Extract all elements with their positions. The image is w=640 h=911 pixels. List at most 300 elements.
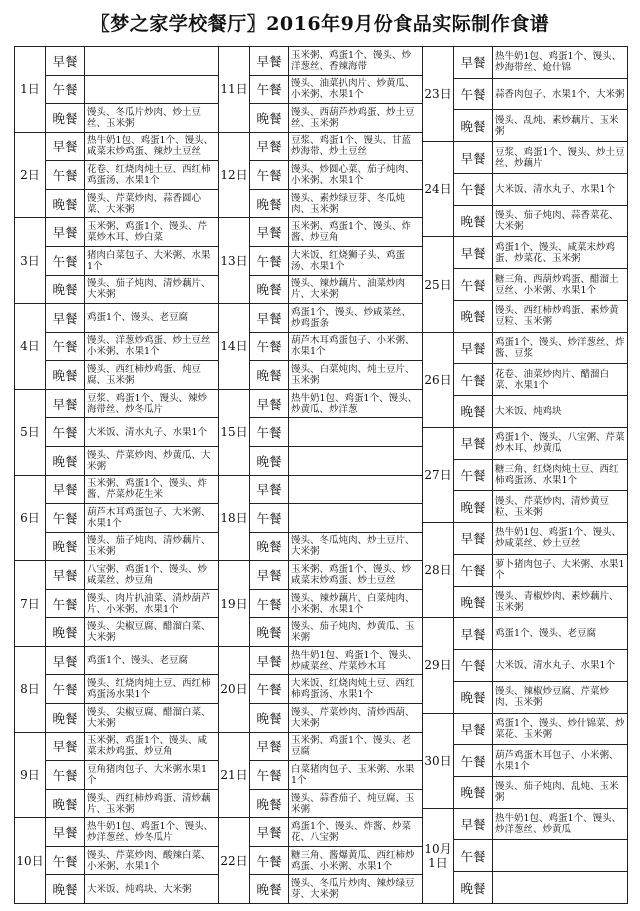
meal-dishes: 大米饭、清水丸子、水果1个 [87, 426, 208, 438]
meal-list [46, 561, 218, 646]
meal-type-label: 早餐 [250, 47, 289, 75]
meal-row [46, 76, 218, 105]
meal-dishes: 热牛奶1包、鸡蛋1个、馒头、炒咸菜丝、炒土豆丝 [495, 527, 622, 550]
page-title: 〖梦之家学校餐厅〗2016年9月份食品实际制作食谱 [90, 12, 550, 35]
meal-dishes: 热牛奶1包、鸡蛋1个、馒头、炒海带丝、炝什锦 [495, 51, 622, 74]
meal-type-label: 早餐 [46, 476, 85, 504]
meal-list [454, 714, 627, 808]
meal-row [454, 142, 627, 174]
day-label: 8日 [15, 647, 46, 732]
menu-table [14, 46, 628, 904]
meal-row [250, 618, 422, 646]
meal-type-label: 早餐 [250, 647, 289, 675]
day-label: 21日 [219, 733, 250, 818]
meal-dishes: 豆浆、鸡蛋1个、馒头、甘蓝炒海带、炒土豆丝 [291, 135, 412, 158]
meal-dishes: 馒头、冬瓜片炒肉、炒土豆丝、玉米粥 [87, 106, 202, 129]
meal-list [454, 809, 627, 903]
day-label: 30日 [423, 714, 454, 808]
meal-row [250, 190, 422, 218]
meal-row [250, 161, 422, 190]
meal-type-label: 午餐 [454, 460, 493, 491]
meal-type-label: 午餐 [454, 745, 493, 776]
meal-dishes: 馒头、洋葱炒鸡蛋、炒土豆丝小米粥、水果1个 [87, 335, 211, 358]
meal-row [46, 647, 218, 676]
meal-dishes: 馒头、炒圆心菜、茄子炖肉、小米粥、水果1个 [291, 164, 415, 187]
meal-dishes: 馒头、茄子炖肉、炒黄瓜、玉米粥 [291, 621, 415, 644]
meal-type-label: 晚餐 [250, 875, 289, 903]
meal-type-label: 午餐 [250, 418, 289, 446]
meal-dishes: 玉米粥、鸡蛋1个、馒头、炒洋葱丝、香辣海带 [291, 49, 412, 72]
day-label: 25日 [423, 237, 454, 331]
meal-row [454, 745, 627, 777]
meal-row [46, 218, 218, 247]
day-label: 29日 [423, 618, 454, 712]
day-label: 4日 [15, 304, 46, 389]
meal-list [454, 428, 627, 522]
meal-type-label: 晚餐 [46, 276, 85, 304]
meal-row [46, 47, 218, 76]
meal-row [454, 523, 627, 555]
day-row [219, 818, 422, 903]
day-label: 27日 [423, 428, 454, 522]
day-row [423, 809, 627, 903]
menu-column [423, 47, 627, 903]
meal-dishes: 花卷、红烧肉炖土豆、西红柿鸡蛋汤、水果1个 [87, 164, 211, 187]
meal-dishes: 豆浆、鸡蛋1个、馒头、炒土豆丝、炒藕片 [495, 146, 625, 169]
meal-type-label: 午餐 [454, 269, 493, 300]
meal-list [454, 618, 627, 712]
meal-list [46, 218, 218, 303]
meal-row [454, 396, 627, 427]
meal-row [46, 618, 218, 646]
meal-row [46, 590, 218, 619]
day-label: 9日 [15, 733, 46, 818]
meal-row [454, 872, 627, 903]
meal-type-label: 早餐 [250, 733, 289, 761]
meal-row [46, 418, 218, 447]
meal-list [250, 476, 422, 561]
meal-row [250, 218, 422, 247]
meal-dishes: 热牛奶1包、鸡蛋1个、馒头、炒洋葱丝、炒黄瓜 [495, 813, 622, 836]
day-row [219, 218, 422, 304]
meal-row [454, 47, 627, 79]
day-label: 20日 [219, 647, 250, 732]
meal-dishes [289, 504, 422, 532]
meal-dishes: 馒头、西红柿炒鸡蛋、清炒藕片、玉米粥 [87, 792, 211, 815]
meal-row [46, 761, 218, 790]
meal-dishes [289, 476, 422, 504]
meal-dishes: 馒头、白菜炖肉、炖土豆片、玉米粥 [291, 364, 415, 387]
meal-type-label: 午餐 [250, 333, 289, 361]
meal-row [454, 79, 627, 111]
meal-dishes: 鸡蛋1个、馒头、咸菜末炒鸡蛋、炒菜花、玉米粥 [495, 241, 616, 264]
meal-type-label: 午餐 [454, 79, 493, 110]
meal-row [250, 276, 422, 304]
meal-type-label: 早餐 [454, 333, 493, 364]
meal-row [250, 675, 422, 704]
meal-dishes: 馒头、尖椒豆腐、醋溜白菜、大米粥 [87, 621, 211, 644]
meal-type-label: 晚餐 [46, 190, 85, 218]
meal-row [250, 390, 422, 419]
meal-list [46, 304, 218, 389]
day-row [423, 618, 627, 713]
meal-row [46, 390, 218, 419]
meal-row [46, 276, 218, 304]
meal-type-label: 早餐 [250, 476, 289, 504]
meal-row [250, 304, 422, 333]
meal-row [454, 237, 627, 269]
meal-list [454, 333, 627, 427]
meal-dishes: 鸡蛋1个、馒头、炒咸菜丝、炒鸡蛋条 [291, 306, 412, 329]
day-row [15, 818, 218, 903]
meal-row [250, 504, 422, 533]
meal-dishes: 鸡蛋1个、馒头、八宝粥、芹菜炒木耳、炒黄瓜 [495, 432, 625, 455]
meal-dishes: 热牛奶1包、鸡蛋1个、馒头、咸菜末炒鸡蛋、辣炒土豆丝 [87, 135, 214, 158]
meal-list [46, 390, 218, 475]
meal-dishes: 大米饭、清水丸子、水果1个 [495, 183, 616, 195]
meal-row [454, 428, 627, 460]
meal-type-label: 晚餐 [454, 872, 493, 903]
meal-type-label: 晚餐 [46, 533, 85, 561]
meal-type-label: 午餐 [250, 161, 289, 189]
meal-type-label: 早餐 [454, 142, 493, 173]
meal-row [454, 333, 627, 365]
meal-row [46, 133, 218, 162]
meal-dishes: 鸡蛋1个、馒头、炸酱、炒菜花、八宝粥 [291, 821, 412, 844]
meal-type-label: 早餐 [250, 561, 289, 589]
meal-type-label: 午餐 [454, 174, 493, 205]
meal-row [454, 777, 627, 808]
meal-type-label: 午餐 [454, 840, 493, 871]
meal-dishes: 蒜香肉包子、水果1个、大米粥 [495, 88, 625, 100]
meal-type-label: 早餐 [46, 133, 85, 161]
meal-row [454, 682, 627, 713]
meal-type-label: 早餐 [454, 714, 493, 745]
meal-type-label: 晚餐 [454, 491, 493, 522]
meal-type-label: 午餐 [454, 650, 493, 681]
day-row [219, 133, 422, 219]
day-label: 12日 [219, 133, 250, 218]
meal-type-label: 午餐 [250, 590, 289, 618]
meal-dishes [493, 840, 627, 871]
meal-dishes: 玉米粥、鸡蛋1个、馒头、炸酱、炒豆角 [291, 221, 412, 244]
meal-row [46, 104, 218, 132]
meal-type-label: 晚餐 [454, 682, 493, 713]
meal-list [46, 818, 218, 903]
meal-dishes [289, 447, 422, 475]
day-row [423, 333, 627, 428]
meal-row [454, 618, 627, 650]
meal-row [46, 304, 218, 333]
day-label: 10日 [15, 818, 46, 903]
meal-type-label: 晚餐 [250, 104, 289, 132]
meal-type-label: 午餐 [250, 504, 289, 532]
meal-type-label: 午餐 [46, 76, 85, 104]
day-label: 14日 [219, 304, 250, 389]
meal-dishes: 馒头、芹菜炒肉、蒜香圆心菜、大米粥 [87, 192, 202, 215]
meal-dishes: 玉米粥、鸡蛋1个、馒头、炒咸菜末炒鸡蛋、炒土豆丝 [291, 564, 412, 586]
meal-type-label: 早餐 [250, 818, 289, 846]
day-row [219, 561, 422, 647]
meal-dishes: 馒头、茄子炖肉、清炒藕片、玉米粥 [87, 535, 211, 558]
meal-dishes: 糖三角、酱爆黄瓜、西红柿炒鸡蛋、小米粥、水果1个 [291, 849, 415, 872]
meal-dishes: 馒头、芹菜炒肉、清炒西葫、大米粥 [291, 706, 415, 729]
meal-dishes: 馒头、素炒绿豆芽、冬瓜炖肉、玉米粥 [291, 192, 406, 215]
meal-dishes: 豆浆、鸡蛋1个、馒头、辣炒海带丝、炒冬瓜片 [87, 392, 208, 415]
meal-type-label: 晚餐 [454, 587, 493, 618]
meal-list [454, 237, 627, 331]
meal-list [454, 47, 627, 141]
meal-dishes: 葫芦木耳鸡蛋包子、大米粥、水果1个 [87, 506, 211, 529]
meal-row [250, 47, 422, 76]
meal-dishes: 葫芦鸡蛋木耳包子、小米粥、水果1个 [495, 749, 619, 772]
meal-list [46, 133, 218, 218]
meal-type-label: 晚餐 [46, 618, 85, 646]
day-label: 6日 [15, 476, 46, 561]
meal-list [454, 142, 627, 236]
meal-row [454, 491, 627, 522]
meal-type-label: 晚餐 [46, 361, 85, 389]
meal-row [46, 675, 218, 704]
meal-dishes: 馒头、辣椒炒豆腐、芹菜炒肉、玉米粥 [495, 686, 610, 709]
meal-row [250, 761, 422, 790]
meal-dishes: 大米饭、红烧狮子头、鸡蛋汤、水果1个 [291, 249, 406, 272]
meal-row [250, 790, 422, 818]
meal-row [250, 818, 422, 847]
meal-type-label: 晚餐 [454, 396, 493, 427]
meal-dishes: 馒头、芹菜炒肉、清炒黄豆粒、玉米粥 [495, 495, 610, 518]
meal-dishes: 馒头、辣炒藕片、油菜炒肉片、大米粥 [291, 278, 406, 301]
day-row [423, 47, 627, 142]
meal-row [46, 504, 218, 533]
day-label: 19日 [219, 561, 250, 646]
meal-dishes: 鸡蛋1个、馒头、炒什锦菜、炒菜花、玉米粥 [495, 717, 625, 740]
meal-dishes: 馒头、青椒炒肉、素炒藕片、玉米粥 [495, 590, 619, 613]
meal-row [454, 587, 627, 618]
meal-type-label: 早餐 [454, 618, 493, 649]
meal-dishes: 葫芦木耳鸡蛋包子、小米粥、水果1个 [291, 335, 415, 358]
meal-type-label: 晚餐 [46, 704, 85, 732]
meal-dishes: 馒头、芹菜炒肉、酸辣白菜、小米粥、水果1个 [87, 849, 211, 872]
meal-dishes: 馒头、油菜扒肉片、炒黄瓜、小米粥、水果1个 [291, 78, 415, 101]
meal-dishes: 玉米粥、鸡蛋1个、馒头、芹菜炒木耳、炒白菜 [87, 221, 208, 244]
day-row [219, 733, 422, 819]
day-row [15, 647, 218, 733]
meal-type-label: 晚餐 [250, 190, 289, 218]
day-label: 10月1日 [423, 809, 454, 903]
meal-type-label: 早餐 [46, 647, 85, 675]
meal-dishes: 鸡蛋1个、馒头、老豆腐 [495, 628, 597, 640]
meal-type-label: 午餐 [46, 847, 85, 875]
meal-row [454, 555, 627, 587]
meal-type-label: 午餐 [46, 418, 85, 446]
meal-row [250, 533, 422, 561]
day-row [219, 47, 422, 133]
meal-row [454, 110, 627, 141]
meal-row [454, 714, 627, 746]
meal-dishes: 馒头、辣炒藕片、白菜炖肉、小米粥、水果1个 [291, 592, 415, 615]
meal-dishes: 馒头、红烧肉炖土豆、西红柿鸡蛋汤水果1个 [87, 678, 211, 701]
meal-row [46, 533, 218, 561]
meal-list [250, 733, 422, 818]
meal-type-label: 早餐 [454, 523, 493, 554]
meal-dishes: 馒头、西葫芦炒鸡蛋、炒土豆丝、玉米粥 [291, 106, 415, 129]
meal-type-label: 晚餐 [250, 361, 289, 389]
meal-type-label: 午餐 [46, 504, 85, 532]
meal-list [250, 390, 422, 475]
meal-type-label: 午餐 [454, 364, 493, 395]
meal-type-label: 早餐 [250, 390, 289, 418]
meal-dishes: 玉米粥、鸡蛋1个、馒头、咸菜末炒鸡蛋、炒豆角 [87, 735, 208, 758]
day-label: 13日 [219, 218, 250, 303]
meal-dishes: 馒头、肉片扒油菜、清炒葫芦片、小米粥、水果1个 [87, 592, 211, 615]
meal-list [250, 218, 422, 303]
meal-list [250, 818, 422, 903]
meal-type-label: 午餐 [250, 675, 289, 703]
day-label: 26日 [423, 333, 454, 427]
meal-row [46, 476, 218, 505]
meal-row [250, 133, 422, 162]
meal-type-label: 晚餐 [250, 704, 289, 732]
meal-row [454, 809, 627, 841]
meal-row [46, 247, 218, 276]
day-row [219, 304, 422, 390]
meal-type-label: 早餐 [454, 47, 493, 78]
meal-dishes: 糖三角、红烧肉炖土豆、西红柿鸡蛋汤、水果1个 [495, 463, 619, 486]
day-row [15, 47, 218, 133]
meal-type-label: 晚餐 [46, 104, 85, 132]
meal-row [46, 561, 218, 590]
meal-list [250, 561, 422, 646]
meal-row [46, 847, 218, 876]
meal-dishes: 豆角猪肉包子、大米粥水果1个 [87, 763, 208, 786]
day-row [219, 476, 422, 562]
meal-dishes: 馒头、茄子炖肉、乱炖、玉米粥 [495, 781, 619, 804]
day-label: 23日 [423, 47, 454, 141]
meal-row [46, 875, 218, 903]
meal-dishes: 玉米粥、鸡蛋1个、馒头、老豆腐 [291, 735, 412, 758]
meal-row [250, 361, 422, 389]
meal-list [46, 476, 218, 561]
day-row [423, 142, 627, 237]
day-label: 11日 [219, 47, 250, 132]
meal-row [454, 269, 627, 301]
meal-row [46, 790, 218, 818]
meal-dishes: 猪肉白菜包子、大米粥、水果1个 [87, 249, 211, 272]
meal-row [250, 590, 422, 619]
meal-type-label: 午餐 [46, 590, 85, 618]
meal-list [46, 47, 218, 132]
meal-type-label: 午餐 [250, 76, 289, 104]
meal-list [250, 47, 422, 132]
meal-type-label: 午餐 [46, 761, 85, 789]
meal-type-label: 晚餐 [250, 447, 289, 475]
meal-type-label: 晚餐 [454, 301, 493, 332]
meal-dishes [493, 872, 627, 903]
meal-row [454, 301, 627, 332]
meal-dishes: 馒头、芹菜炒肉、炒黄瓜、大米粥 [87, 449, 211, 472]
meal-dishes: 鸡蛋1个、馒头、老豆腐 [87, 655, 189, 667]
meal-type-label: 早餐 [46, 561, 85, 589]
day-label: 15日 [219, 390, 250, 475]
meal-dishes: 大米饭、炖鸡块 [495, 405, 562, 417]
meal-row [454, 650, 627, 682]
day-label: 5日 [15, 390, 46, 475]
meal-row [250, 733, 422, 762]
meal-type-label: 午餐 [250, 761, 289, 789]
day-label: 24日 [423, 142, 454, 236]
day-label: 2日 [15, 133, 46, 218]
meal-row [46, 361, 218, 389]
meal-type-label: 午餐 [250, 247, 289, 275]
meal-dishes: 糖三角、西葫炒鸡蛋、醋溜土豆丝、小米粥、水果1个 [495, 273, 619, 296]
meal-type-label: 早餐 [454, 428, 493, 459]
meal-type-label: 午餐 [46, 675, 85, 703]
meal-type-label: 晚餐 [250, 790, 289, 818]
meal-row [46, 333, 218, 362]
meal-type-label: 早餐 [46, 733, 85, 761]
meal-dishes: 大米饭、红烧肉炖土豆、西红柿鸡蛋汤、水果1个 [291, 678, 415, 701]
meal-row [250, 647, 422, 676]
meal-type-label: 晚餐 [46, 875, 85, 903]
day-label: 28日 [423, 523, 454, 617]
meal-type-label: 早餐 [46, 390, 85, 418]
day-row [423, 523, 627, 618]
meal-dishes: 热牛奶1包、鸡蛋1个、馒头、炒洋葱丝、炒冬瓜片 [87, 821, 214, 844]
meal-list [46, 733, 218, 818]
meal-dishes [85, 47, 218, 75]
meal-dishes [289, 418, 422, 446]
meal-row [454, 174, 627, 206]
meal-dishes: 花卷、油菜炒肉片、醋溜白菜、水果1个 [495, 368, 610, 391]
day-row [219, 647, 422, 733]
meal-type-label: 早餐 [46, 218, 85, 246]
meal-type-label: 晚餐 [46, 790, 85, 818]
meal-dishes: 馒头、乱炖、素炒藕片、玉米粥 [495, 114, 619, 137]
meal-row [454, 364, 627, 396]
meal-type-label: 早餐 [250, 218, 289, 246]
meal-type-label: 晚餐 [250, 276, 289, 304]
meal-row [454, 840, 627, 872]
meal-dishes: 大米饭、炖鸡块、大米粥 [87, 883, 192, 895]
meal-dishes: 馒头、西红柿炒鸡蛋、素炒黄豆粒、玉米粥 [495, 305, 619, 328]
meal-type-label: 早餐 [250, 304, 289, 332]
day-label: 18日 [219, 476, 250, 561]
meal-type-label: 晚餐 [454, 110, 493, 141]
meal-type-label: 午餐 [250, 847, 289, 875]
meal-row [250, 875, 422, 903]
day-row [423, 428, 627, 523]
meal-dishes: 馒头、茄子炖肉、蒜香菜花、大米粥 [495, 210, 619, 233]
day-row [15, 733, 218, 819]
meal-type-label: 晚餐 [46, 447, 85, 475]
day-label: 22日 [219, 818, 250, 903]
meal-type-label: 早餐 [46, 47, 85, 75]
meal-type-label: 午餐 [46, 161, 85, 189]
meal-row [250, 447, 422, 475]
meal-dishes: 馒头、冬瓜片炒肉、辣炒绿豆芽、大米粥 [291, 878, 415, 901]
menu-column [219, 47, 423, 903]
meal-type-label: 早餐 [46, 304, 85, 332]
meal-type-label: 晚餐 [454, 777, 493, 808]
meal-type-label: 早餐 [250, 133, 289, 161]
day-row [15, 133, 218, 219]
meal-type-label: 晚餐 [250, 618, 289, 646]
meal-dishes: 馒头、尖椒豆腐、醋溜白菜、大米粥 [87, 706, 211, 729]
meal-row [46, 733, 218, 762]
meal-type-label: 晚餐 [250, 533, 289, 561]
meal-row [250, 104, 422, 132]
